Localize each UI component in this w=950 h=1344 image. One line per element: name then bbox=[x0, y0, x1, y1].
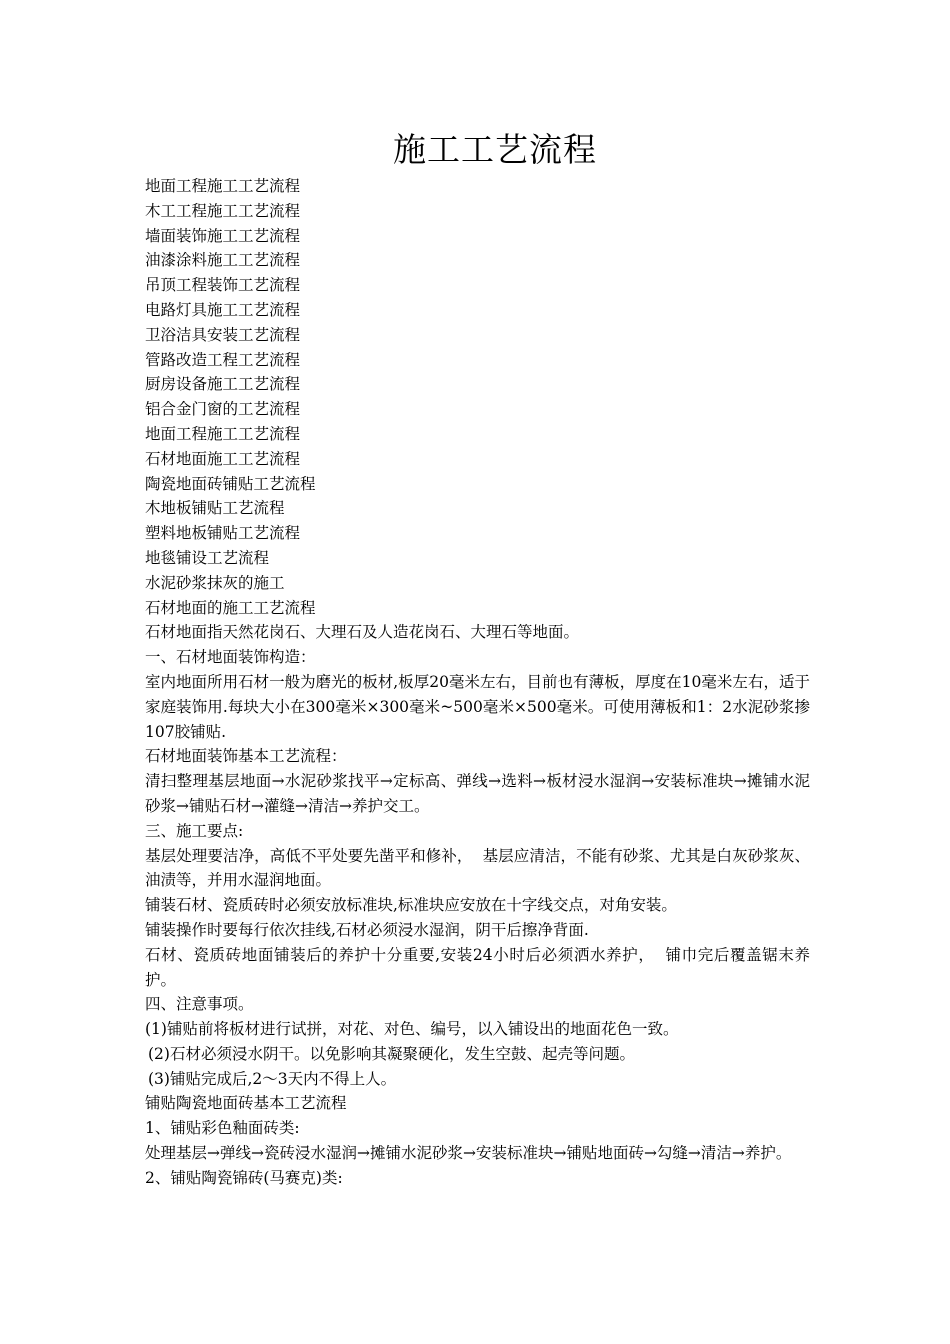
paragraph: 铺装操作时要每行依次挂线,石材必须浸水湿润，阴干后擦净背面. bbox=[145, 920, 589, 939]
list-item: (3)铺贴完成后,2～3天内不得上人。 bbox=[148, 1069, 397, 1088]
paragraph: 基层处理要洁净，高低不平处要先凿平和修补， 基层应清洁，不能有砂浆、尤其是白灰砂浆灰、油渍等，并用水湿润地面。 bbox=[145, 846, 810, 890]
paragraph: 清扫整理基层地面→水泥砂浆找平→定标高、弹线→选料→板材浸水湿润→安装标准块→摊铺水泥砂浆→铺贴石材→灌缝→清洁→养护交工。 bbox=[145, 772, 810, 815]
section-heading: 石材地面装饰基本工艺流程： bbox=[145, 747, 347, 766]
toc-item: 塑料地板铺贴工艺流程 bbox=[145, 524, 301, 543]
section-heading: 三、施工要点: bbox=[145, 821, 244, 840]
paragraph: 室内地面所用石材一般为磨光的板材,板厚20毫米左右，目前也有薄板，厚度在10毫米左右，适于家庭装饰用.每块大小在300毫米×300毫米~500毫米×500毫米。可使用薄板和1：2水泥砂浆掺107胶铺贴. bbox=[145, 672, 810, 741]
toc-item: 墙面装饰施工工艺流程 bbox=[145, 226, 301, 245]
document-title: 施工工艺流程 bbox=[393, 130, 597, 169]
document-content bbox=[145, 174, 810, 1191]
toc-item: 吊顶工程装饰工艺流程 bbox=[145, 276, 301, 295]
paragraph: 铺装石材、瓷质砖时必须安放标准块,标准块应安放在十字线交点，对角安装。 bbox=[145, 896, 677, 915]
subsection-heading: 2、铺贴陶瓷锦砖(马赛克)类: bbox=[145, 1168, 343, 1187]
section-heading: 一、石材地面装饰构造： bbox=[145, 648, 316, 667]
toc-item: 石材地面的施工工艺流程 bbox=[145, 598, 316, 617]
toc-item: 油漆涂料施工工艺流程 bbox=[145, 251, 301, 270]
toc-item: 地毯铺设工艺流程 bbox=[145, 548, 270, 567]
intro-paragraph: 石材地面指天然花岗石、大理石及人造花岗石、大理石等地面。 bbox=[145, 623, 580, 642]
toc-item: 厨房设备施工工艺流程 bbox=[145, 375, 301, 394]
paragraph: 石材、瓷质砖地面铺装后的养护十分重要,安装24小时后必须洒水养护， 铺巾完后覆盖锯末养护。 bbox=[145, 945, 810, 989]
paragraph: 处理基层→弹线→瓷砖浸水湿润→摊铺水泥砂浆→安装标准块→铺贴地面砖→勾缝→清洁→养护。 bbox=[145, 1144, 792, 1163]
toc-item: 陶瓷地面砖铺贴工艺流程 bbox=[145, 474, 316, 493]
toc-item: 水泥砂浆抹灰的施工 bbox=[145, 573, 285, 592]
toc-item: 木地板铺贴工艺流程 bbox=[145, 499, 285, 518]
toc-item: 卫浴洁具安装工艺流程 bbox=[145, 325, 301, 344]
subsection-heading: 1、铺贴彩色釉面砖类: bbox=[145, 1119, 300, 1138]
toc-item: 地面工程施工工艺流程 bbox=[145, 424, 301, 443]
toc-item: 管路改造工程工艺流程 bbox=[145, 350, 301, 369]
toc-list bbox=[145, 174, 810, 620]
list-item: (1)铺贴前将板材进行试拼，对花、对色、编号，以入铺设出的地面花色一致。 bbox=[145, 1020, 679, 1039]
toc-item: 铝合金门窗的工艺流程 bbox=[145, 400, 301, 419]
toc-item: 地面工程施工工艺流程 bbox=[145, 177, 301, 195]
section-heading: 铺贴陶瓷地面砖基本工艺流程 bbox=[145, 1094, 347, 1113]
toc-item: 电路灯具施工工艺流程 bbox=[145, 300, 301, 319]
section-heading: 四、注意事项。 bbox=[145, 995, 254, 1014]
toc-item: 木工工程施工工艺流程 bbox=[145, 201, 301, 220]
toc-item: 石材地面施工工艺流程 bbox=[145, 449, 301, 468]
list-item: (2)石材必须浸水阴干。以免影响其凝聚硬化，发生空鼓、起壳等问题。 bbox=[148, 1044, 635, 1063]
